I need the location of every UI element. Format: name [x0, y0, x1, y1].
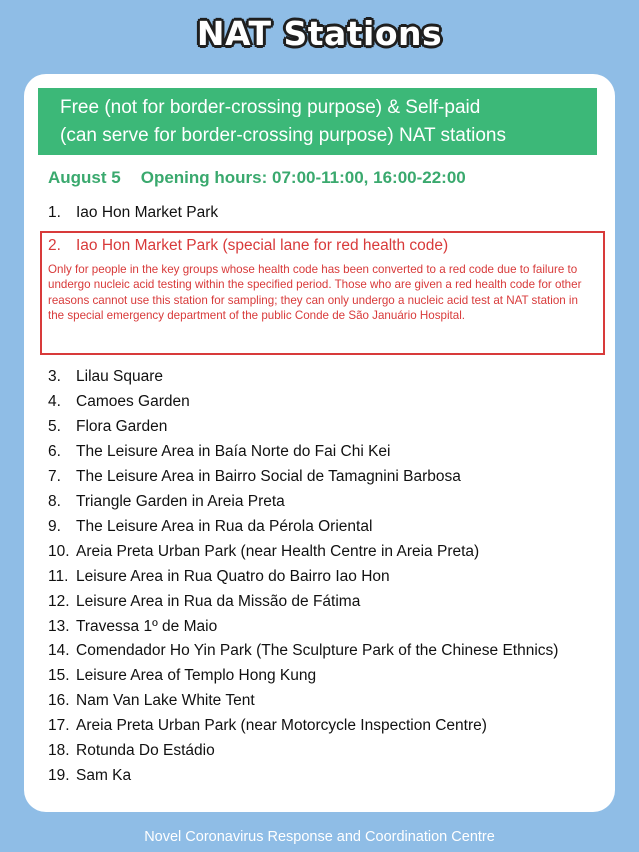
opening-hours-label: Opening hours: 07:00-11:00, 16:00-22:00	[140, 168, 466, 187]
item-name: Rotunda Do Estádio	[76, 742, 215, 760]
page-title: NAT Stations	[196, 14, 443, 53]
item-name: The Leisure Area in Rua da Pérola Oriental	[76, 517, 373, 535]
item-name: Iao Hon Market Park	[76, 204, 219, 221]
item-name: Iao Hon Market Park (special lane for red health code)	[76, 237, 449, 254]
banner-line-1: Free (not for border-crossing purpose) & Self-paid	[60, 97, 481, 118]
item-number: 16.	[48, 692, 70, 710]
item-name: Lilau Square	[76, 368, 164, 385]
item-number: 8.	[48, 492, 61, 510]
red-lane-title	[48, 237, 448, 255]
item-name: Areia Preta Urban Park (near Health Centre in Areia Preta)	[76, 542, 480, 560]
item-number: 6.	[48, 442, 61, 460]
item-number: 10.	[48, 542, 70, 560]
banner-line-2: (can serve for border-crossing purpose) NAT stations	[60, 125, 506, 146]
item-name: Leisure Area in Rua da Missão de Fátima	[76, 592, 361, 610]
item-name: Flora Garden	[76, 417, 168, 435]
item-name: Triangle Garden in Areia Preta	[76, 492, 285, 510]
item-number: 3.	[48, 368, 61, 385]
red-lane-note: Only for people in the key groups whose health code has been converted to a red code due to failure to undergo nucleic acid testing within the specified period. Those who are given a red health code for other reasons cannot use this station for sampling; they can only undergo a nucleic acid test at NAT station in the special emergency department of the public Conde de São Januário Hospital.	[48, 263, 582, 322]
item-number: 12.	[48, 592, 70, 610]
item-number: 1.	[48, 204, 61, 221]
item-number: 18.	[48, 742, 70, 760]
item-number: 19.	[48, 767, 70, 785]
station-type-banner	[38, 88, 597, 155]
item-number: 9.	[48, 517, 61, 535]
item-number: 15.	[48, 667, 70, 685]
date-label: August 5	[48, 168, 121, 187]
stations-card	[24, 74, 615, 812]
item-number: 5.	[48, 417, 61, 435]
footer-credit: Novel Coronavirus Response and Coordination Centre	[144, 829, 495, 845]
item-number: 11.	[48, 567, 69, 585]
item-number: 14.	[48, 642, 70, 660]
item-name: Comendador Ho Yin Park (The Sculpture Park of the Chinese Ethnics)	[76, 642, 559, 660]
item-name: The Leisure Area in Bairro Social de Tamagnini Barbosa	[76, 467, 461, 485]
item-name: Leisure Area of Templo Hong Kung	[76, 667, 317, 685]
item-number: 7.	[48, 467, 61, 485]
item-number: 17.	[48, 717, 70, 735]
item-name: Travessa 1º de Maio	[76, 617, 218, 635]
item-name: Areia Preta Urban Park (near Motorcycle Inspection Centre)	[76, 717, 487, 735]
item-name: The Leisure Area in Baía Norte do Fai Chi Kei	[76, 442, 391, 460]
item-name: Sam Ka	[76, 767, 132, 785]
item-number: 4.	[48, 392, 61, 410]
item-name: Camoes Garden	[76, 392, 190, 410]
item-number: 13.	[48, 617, 70, 635]
red-code-notice-box	[40, 231, 605, 355]
item-number: 2.	[48, 237, 61, 254]
item-name: Leisure Area in Rua Quatro do Bairro Iao Hon	[76, 567, 390, 585]
item-name: Nam Van Lake White Tent	[76, 692, 255, 710]
schedule-row	[48, 168, 466, 188]
